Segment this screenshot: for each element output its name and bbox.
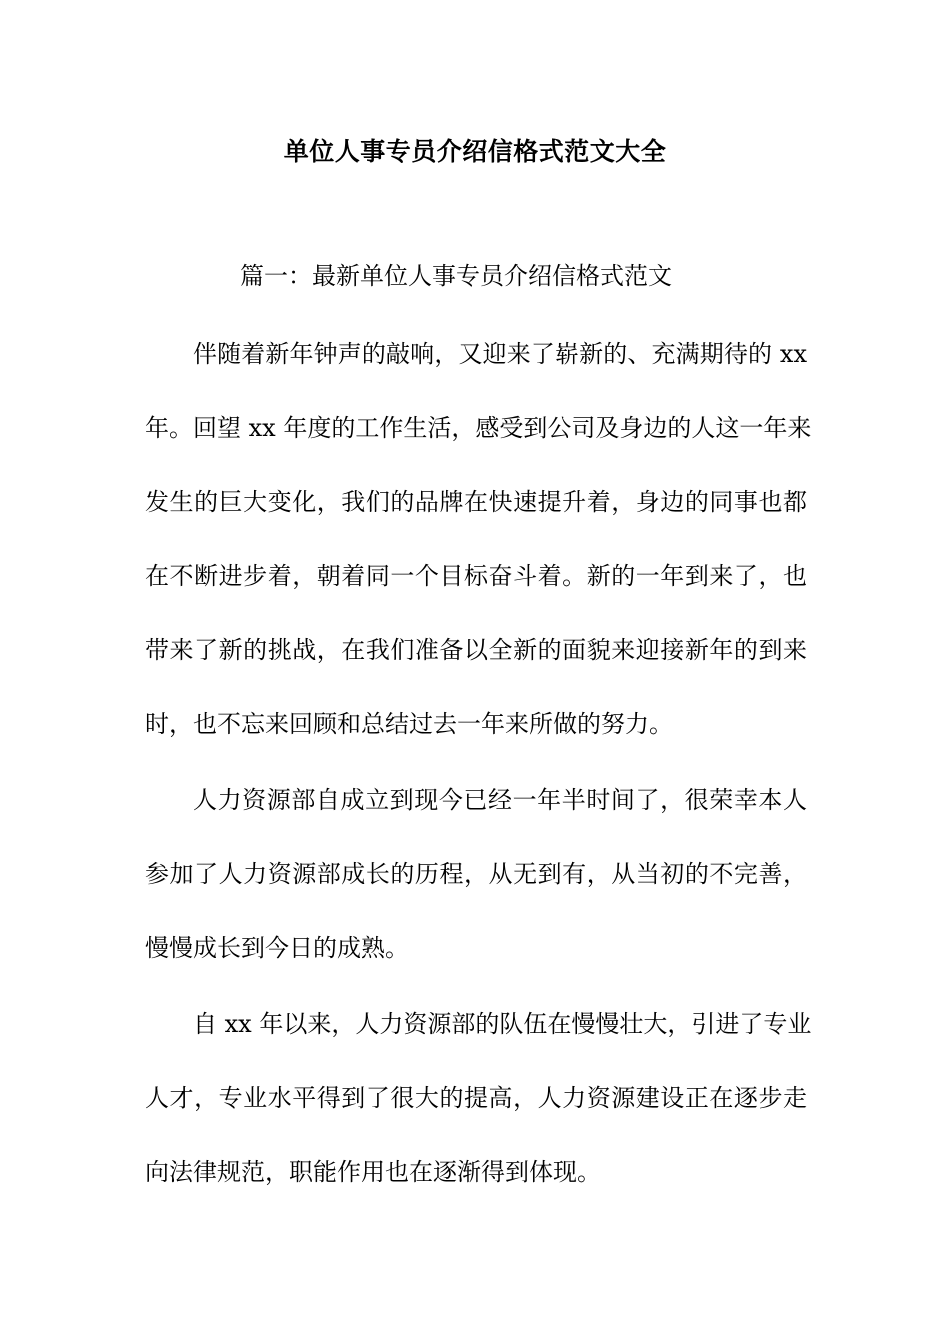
- paragraph-line: 人力资源部自成立到现今已经一年半时间了，很荣幸本人: [193, 786, 807, 814]
- paragraph-line: 向法律规范，职能作用也在逐渐得到体现。: [145, 1158, 601, 1186]
- paragraph-line: 参加了人力资源部成长的历程，从无到有，从当初的不完善，: [145, 860, 807, 888]
- paragraph-line: 时，也不忘来回顾和总结过去一年来所做的努力。: [145, 710, 673, 738]
- paragraph-line: 带来了新的挑战，在我们准备以全新的面貌来迎接新年的到来: [145, 636, 807, 664]
- document-title: 单位人事专员介绍信格式范文大全: [283, 137, 667, 166]
- paragraph-line: 慢慢成长到今日的成熟。: [145, 934, 409, 962]
- paragraph-line: 人才，专业水平得到了很大的提高，人力资源建设正在逐步走: [145, 1084, 807, 1112]
- paragraph-line: 在不断进步着，朝着同一个目标奋斗着。新的一年到来了，也: [145, 562, 807, 590]
- paragraph-line: 自 xx 年以来，人力资源部的队伍在慢慢壮大，引进了专业: [193, 1010, 812, 1038]
- section-heading: 篇一：最新单位人事专员介绍信格式范文: [240, 262, 672, 290]
- paragraph-line: 伴随着新年钟声的敲响，又迎来了崭新的、充满期待的 xx: [193, 340, 807, 368]
- paragraph-line: 发生的巨大变化，我们的品牌在快速提升着，身边的同事也都: [145, 488, 807, 516]
- paragraph-line: 年。回望 xx 年度的工作生活，感受到公司及身边的人这一年来: [145, 414, 812, 442]
